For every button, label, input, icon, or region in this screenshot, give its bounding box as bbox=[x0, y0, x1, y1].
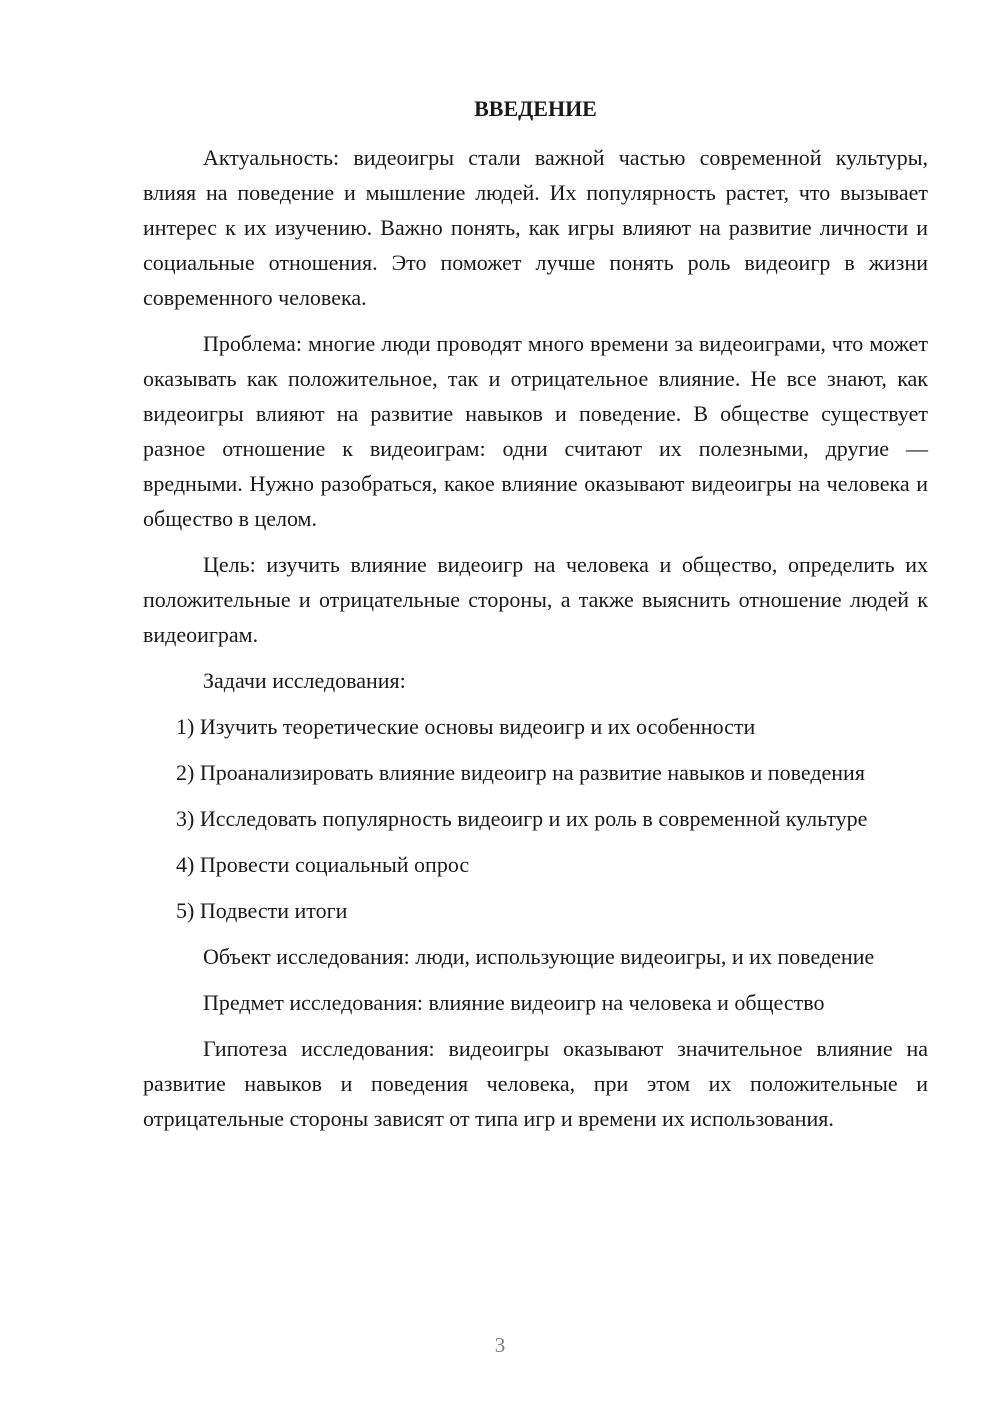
task-item-2: 2) Проанализировать влияние видеоигр на развитие навыков и поведения bbox=[176, 760, 865, 785]
hypothesis-paragraph: Гипотеза исследования: видеоигры оказывают значительное влияние на развитие навыков и поведения человека, при этом их положительные и отрицательные стороны зависят от типа игр и времени их использования. bbox=[143, 1036, 928, 1131]
problem-paragraph: Проблема: многие люди проводят много времени за видеоиграми, что может оказывать как положительное, так и отрицательное влияние. Не все знают, как видеоигры влияют на развитие навыков и поведение. В обществе существует разное отношение к видеоиграм: одни считают их полезными, другие — вредными. Нужно разобраться, какое влияние оказывают видеоигры на человека и общество в целом. bbox=[143, 331, 928, 531]
subject-paragraph: Предмет исследования: влияние видеоигр на человека и общество bbox=[203, 990, 825, 1015]
task-item-4: 4) Провести социальный опрос bbox=[176, 852, 470, 877]
task-item-1: 1) Изучить теоретические основы видеоигр и их особенности bbox=[176, 714, 756, 739]
relevance-paragraph: Актуальность: видеоигры стали важной частью современной культуры, влияя на поведение и мышление людей. Их популярность растет, что вызывает интерес к их изучению. Важно понять, как игры влияют на развитие личности и социальные отношения. Это поможет лучше понять роль видеоигр в жизни современного человека. bbox=[143, 145, 928, 310]
page-number: 3 bbox=[494, 1333, 506, 1357]
page-title: ВВЕДЕНИЕ bbox=[474, 96, 597, 121]
tasks-heading: Задачи исследования: bbox=[203, 668, 406, 693]
task-item-5: 5) Подвести итоги bbox=[176, 898, 348, 923]
task-item-3: 3) Исследовать популярность видеоигр и их роль в современной культуре bbox=[176, 806, 868, 831]
goal-paragraph: Цель: изучить влияние видеоигр на человека и общество, определить их положительные и отрицательные стороны, а также выяснить отношение людей к видеоиграм. bbox=[143, 552, 928, 647]
object-paragraph: Объект исследования: люди, использующие видеоигры, и их поведение bbox=[203, 944, 875, 969]
document-page bbox=[143, 94, 928, 1147]
